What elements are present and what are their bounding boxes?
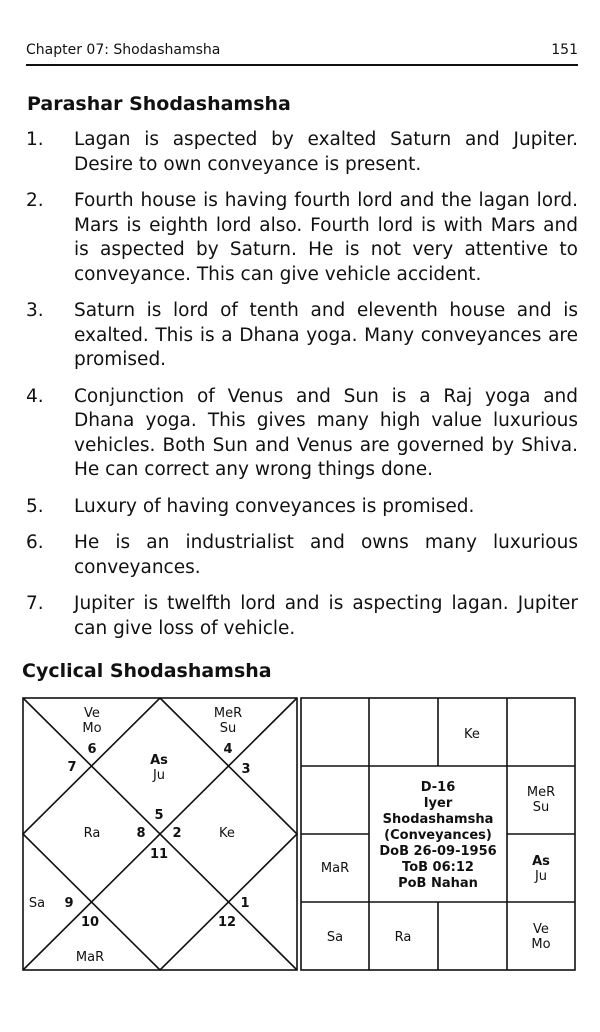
planet-label: Ju [152,768,166,783]
center-line: Shodashamsha [382,812,494,827]
house-number: 10 [80,915,100,930]
item-number: 6. [26,532,44,553]
item-number: 5. [26,495,44,517]
section-heading-cyclical: Cyclical Shodashamsha [22,660,272,682]
house-number: 5 [154,808,164,823]
item-text: He is an industrialist and owns many luxurious conveyances. [74,532,578,578]
planet-label: Su [532,800,550,815]
center-line: Iyer [423,796,453,811]
section-heading-parashar: Parashar Shodashamsha [27,93,291,115]
center-line: (Conveyances) [384,828,492,843]
item-number: 4. [26,385,44,407]
item-number: 7. [26,593,44,614]
planet-label: Mo [531,937,551,952]
item-text: Luxury of having conveyances is promised. [74,495,475,517]
planet-label: Sa [326,930,344,945]
item-number: 2. [26,190,44,211]
planet-label: Ra [394,930,412,945]
house-number: 11 [149,847,169,862]
south-indian-chart [300,697,576,971]
page-header [26,40,578,66]
house-number: 7 [67,760,77,775]
point-list [22,128,578,653]
item-text: Jupiter is twelfth lord and is aspecting lagan. Jupiter can give loss of vehicle. [74,593,578,639]
item-text: Saturn is lord of tenth and eleventh house and is exalted. This is a Dhana yoga. Many conveyances are promised. [74,300,578,370]
list-item [22,592,578,641]
planet-label: MaR [320,861,350,876]
house-number: 8 [136,826,146,841]
ascendant-label: As [150,753,168,768]
ascendant-label: As [532,854,550,869]
house-number: 2 [172,826,182,841]
list-item [22,299,578,373]
center-line: ToB 06:12 [402,860,474,875]
planet-label: Ju [534,869,548,884]
house-number: 9 [64,896,74,911]
list-item [22,189,578,287]
page-number: 151 [551,42,578,58]
planet-label: Ve [533,922,549,937]
house-number: 6 [87,742,97,757]
planet-label: Ve [84,706,100,721]
center-line: DoB 26-09-1956 [379,844,497,859]
house-number: 4 [223,742,233,757]
house-number: 3 [241,762,251,777]
house-number: 12 [217,915,237,930]
planet-label: Su [219,721,237,736]
list-item [22,531,578,580]
planet-label: MeR [526,785,556,800]
planet-label: Ke [464,727,480,742]
center-line: D-16 [420,780,456,795]
item-number: 3. [26,300,44,321]
planet-label: Sa [28,896,46,911]
planet-label: MaR [75,950,105,965]
planet-label: Ra [83,826,101,841]
house-number: 1 [240,896,250,911]
item-text: Lagan is aspected by exalted Saturn and Jupiter. Desire to own conveyance is present. [74,129,578,175]
center-line: PoB Nahan [398,876,478,891]
list-item [22,385,578,483]
item-text: Fourth house is having fourth lord and the lagan lord. Mars is eighth lord also. Fourth lord is with Mars and is aspected by Saturn. He is not very attentive to conveyance. This can give vehicle accident. [74,190,578,285]
item-number: 1. [26,129,44,150]
north-indian-chart [22,697,298,971]
chapter-title: Chapter 07: Shodashamsha [26,42,221,58]
list-item [22,495,578,520]
list-item [22,128,578,177]
planet-label: MeR [213,706,243,721]
item-text: Conjunction of Venus and Sun is a Raj yoga and Dhana yoga. This gives many high value luxurious vehicles. Both Sun and Venus are governed by Shiva. He can correct any wrong things done. [74,385,578,480]
planet-label: Ke [219,826,235,841]
planet-label: Mo [82,721,102,736]
